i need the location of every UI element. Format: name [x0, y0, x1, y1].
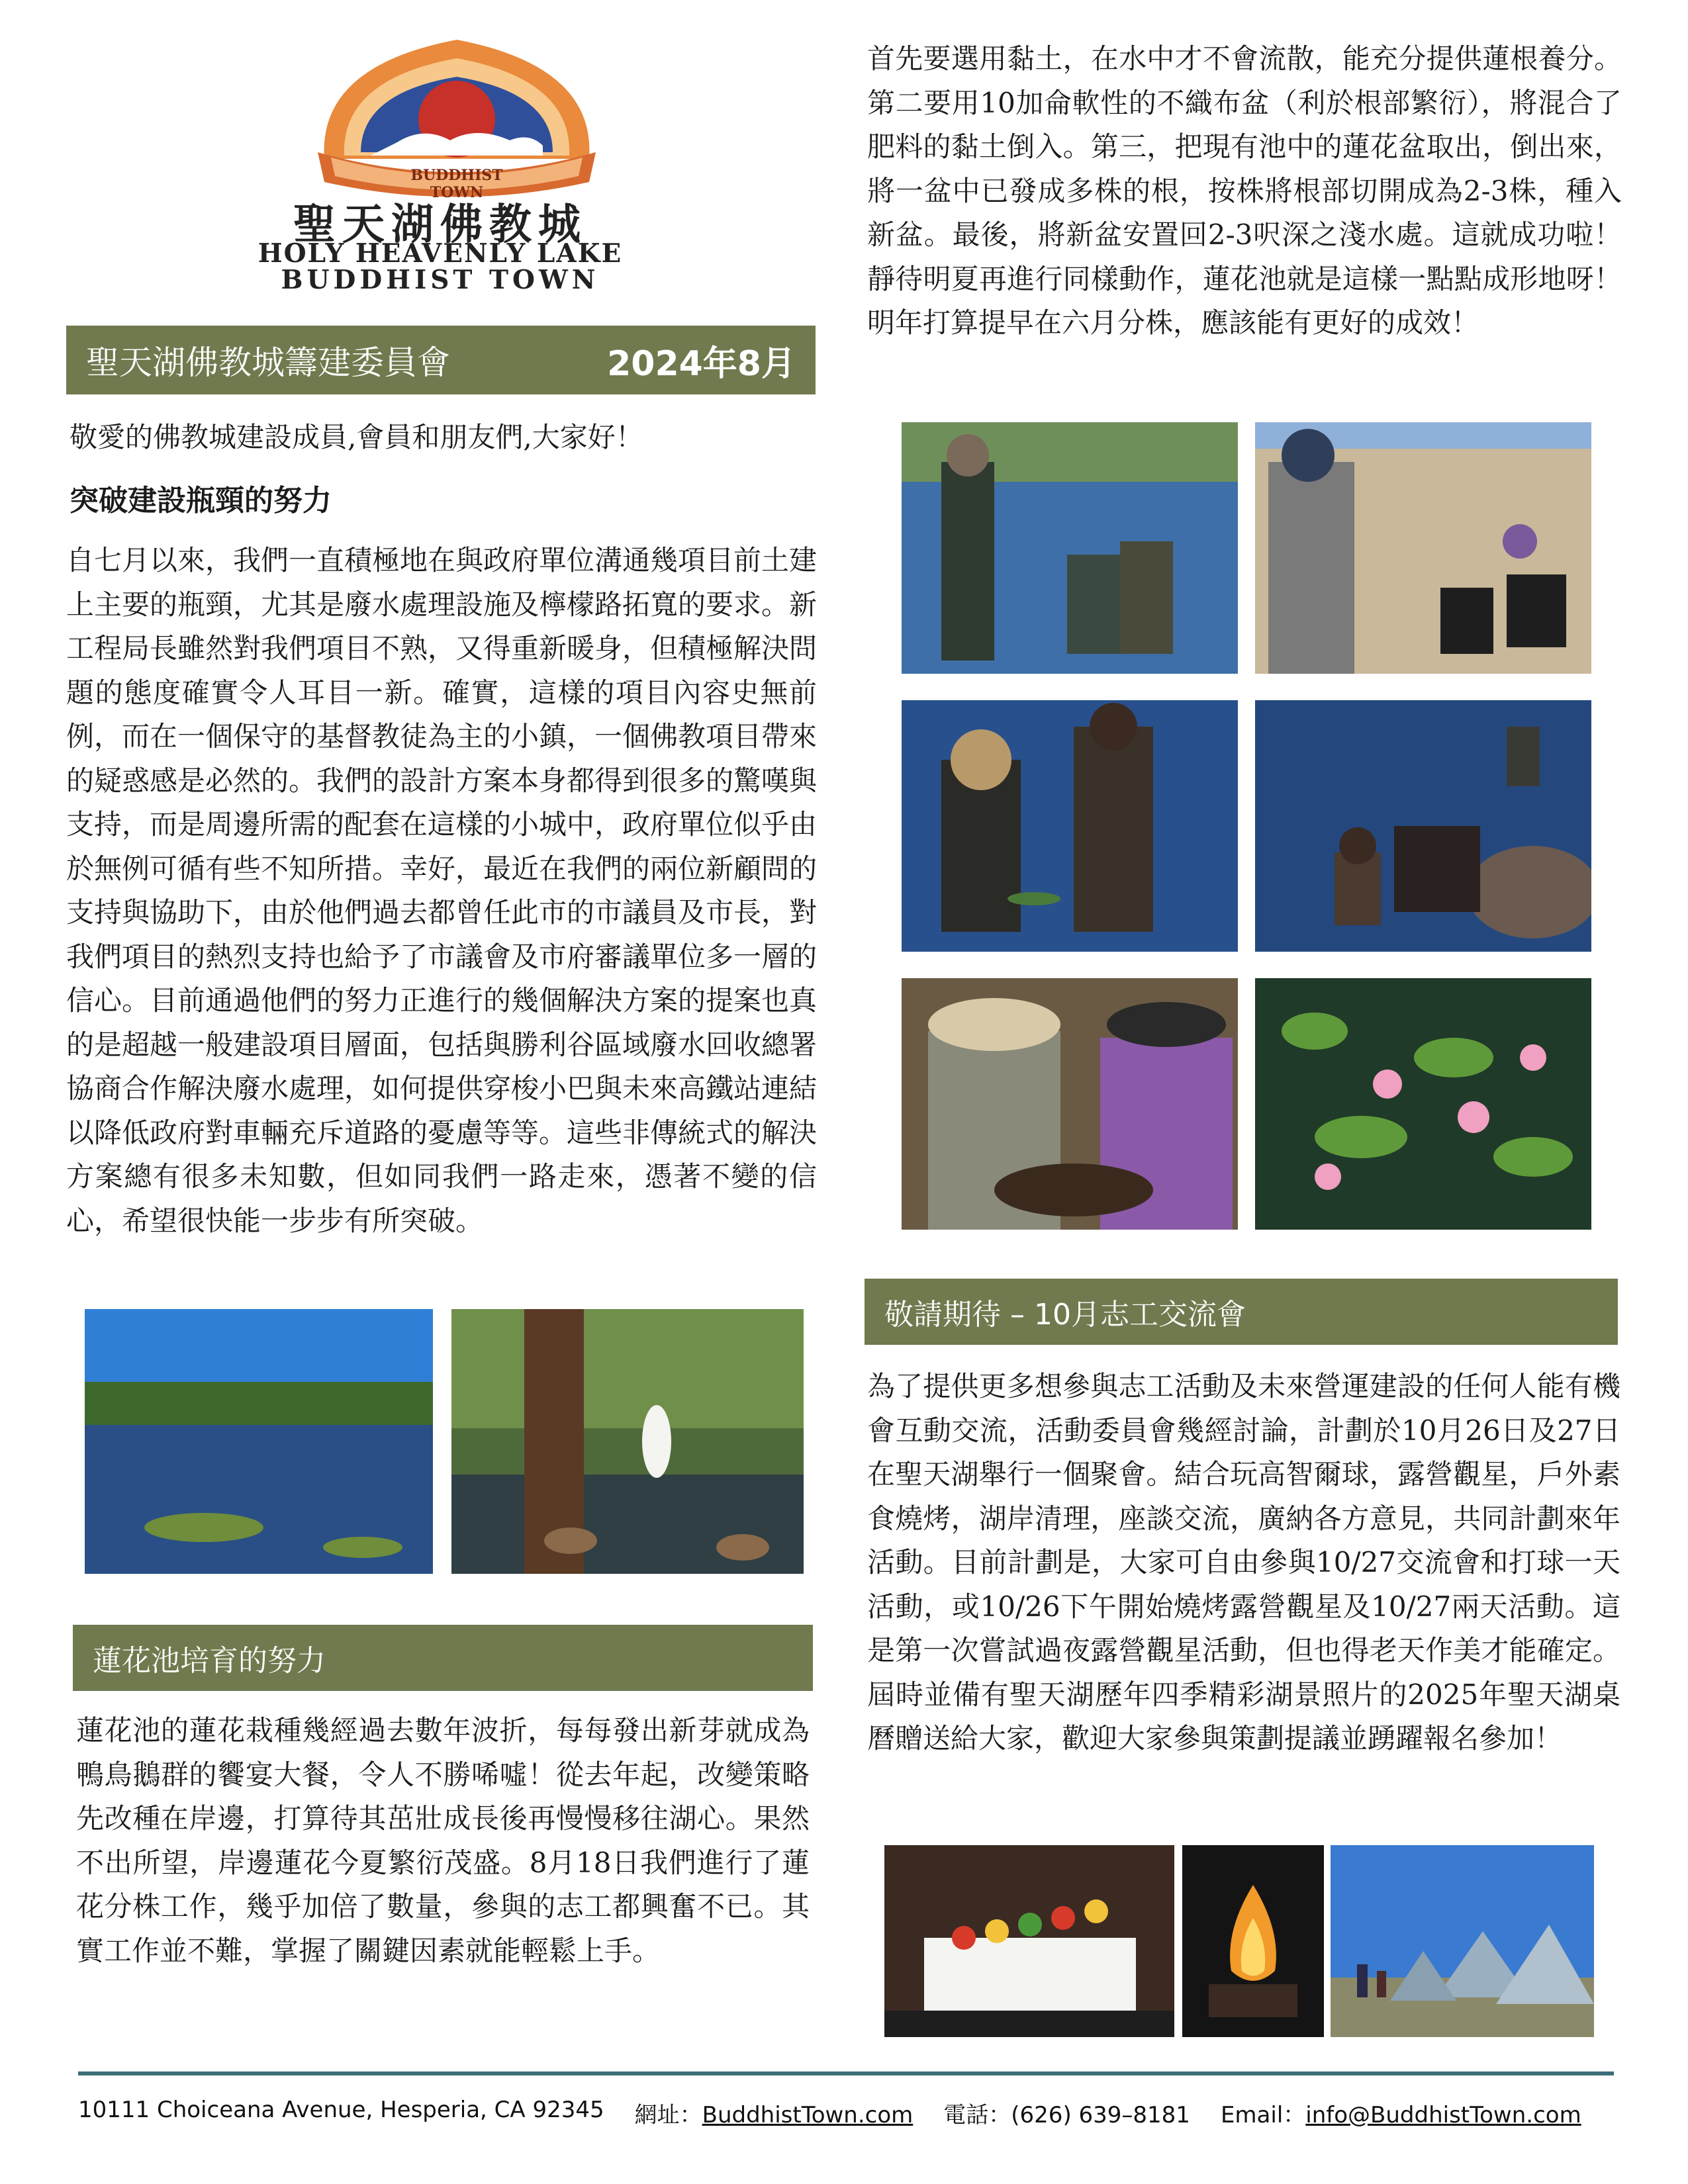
- section4-body: 為了提供更多想參與志工活動及未來營運建設的任何人能有機會互動交流，活動委員會幾經討論，計劃於10月26日及27日在聖天湖舉行一個聚會。結合玩高智爾球，露營觀星，戶外素食燒烤，湖岸清理，座談交流，廣納各方意見，共同計劃來年活動。目前計劃是，大家可自由參與10/27交流會和打球一天活動，或10/26下午開始燒烤露營觀星及10/27兩天活動。這是第一次嘗試過夜露營觀星活動，但也得老天作美才能確定。屆時並備有聖天湖歷年四季精彩湖景照片的2025年聖天湖桌曆贈送給大家，歡迎大家參與策劃提議並踴躍報名參加！: [867, 1370, 1620, 1754]
- footer-email-label: Email：: [1220, 2102, 1306, 2128]
- section1-body: 自七月以來，我們一直積極地在與政府單位溝通幾項目前土建上主要的瓶頸，尤其是廢水處理設施及檸檬路拓寬的要求。新工程局長雖然對我們項目不熟，又得重新暖身，但積極解決問題的態度確實令人耳目一新。確實，這樣的項目內容史無前例，而在一個保守的基督教徒為主的小鎮，一個佛教項目帶來的疑惑感是必然的。我們的設計方案本身都得到很多的驚嘆與支持，而是周邊所需的配套在這樣的小城中，政府單位似乎由於無例可循有些不知所措。幸好，最近在我們的兩位新顧問的支持與協助下，由於他們過去都曾任此市的市議員及市長，對我們項目的熱烈支持也給予了市議會及市府審議單位多一層的信心。目前通過他們的努力正進行的幾個解決方案的提案也真的是超越一般建設項目層面，包括與勝利谷區域廢水回收總署協商合作解決廢水處理，如何提供穿梭小巴與未來高鐵站連結以降低政府對車輛充斥道路的憂慮等等。這些非傳統式的解決方案總有很多未知數，但如同我們一路走來，憑著不變的信心，希望很快能一步步有所突破。: [66, 544, 818, 1237]
- vegetable-skewers-photo: [884, 1845, 1174, 2037]
- greeting: 敬愛的佛教城建設成員,會員和朋友們,大家好！: [70, 421, 643, 453]
- email-link[interactable]: info@BuddhistTown.com: [1305, 2102, 1581, 2128]
- volunteer-meetup-banner: [865, 1279, 1618, 1345]
- logo-english-line1: HOLY HEAVENLY LAKE: [258, 238, 623, 269]
- logo-english-line2: BUDDHIST TOWN: [281, 265, 600, 295]
- volunteer-photo-4: [1255, 700, 1591, 952]
- footer-address: 10111 Choiceana Avenue, Hesperia, CA 92345: [78, 2097, 604, 2123]
- section4-title: 敬請期待 – 10月志工交流會: [884, 1298, 1246, 1332]
- water-lilies-photo: [1255, 978, 1591, 1230]
- footer-website-label: 網址：: [634, 2102, 702, 2128]
- logo-ribbon-text: BUDDHIST TOWN: [410, 167, 503, 201]
- campfire-photo: [1182, 1845, 1324, 2037]
- egret-ducks-photo: [451, 1309, 804, 1574]
- section1-title: 突破建設瓶頸的努力: [70, 484, 332, 518]
- footer-rule: [78, 2071, 1614, 2075]
- volunteer-photo-5: [902, 978, 1238, 1230]
- footer-website: [635, 2097, 914, 2129]
- logo-chinese-name: 聖天湖佛教城: [293, 200, 587, 250]
- volunteer-photo-3: [902, 700, 1238, 952]
- section2-body: 蓮花池的蓮花栽種幾經過去數年波折，每每發出新芽就成為鴨鳥鵝群的饗宴大餐，令人不勝唏噓！從去年起，改變策略先改種在岸邊，打算待其茁壯成長後再慢慢移往湖心。果然不出所望，岸邊蓮花今夏繁衍茂盛。8月18日我們進行了蓮花分株工作，幾乎加倍了數量，參與的志工都興奮不已。其實工作並不難，掌握了關鍵因素就能輕鬆上手。: [76, 1714, 810, 1967]
- volunteer-photo-1: [902, 422, 1238, 674]
- footer-phone: [943, 2097, 1190, 2129]
- website-link[interactable]: BuddhistTown.com: [702, 2102, 914, 2128]
- section3-body: 首先要選用黏土，在水中才不會流散，能充分提供蓮根養分。第二要用10加侖軟性的不織布盆（利於根部繁衍），將混合了肥料的黏土倒入。第三，把現有池中的蓮花盆取出，倒出來，將一盆中已發成多株的根，按株將根部切開成為2-3株，種入新盆。最後，將新盆安置回2-3呎深之淺水處。這就成功啦！靜待明夏再進行同樣動作，蓮花池就是這樣一點點成形地呀！明年打算提早在六月分株，應該能有更好的成效！: [867, 42, 1622, 339]
- header-banner: [66, 326, 816, 394]
- phone-number: (626) 639–8181: [1011, 2102, 1190, 2128]
- footer-email: [1221, 2097, 1581, 2129]
- lotus-section-banner: [73, 1625, 813, 1691]
- header-date: 2024年8月: [607, 343, 796, 384]
- section2-title: 蓮花池培育的努力: [93, 1644, 326, 1678]
- header-title: 聖天湖佛教城籌建委員會: [86, 343, 450, 382]
- lake-photo: [85, 1309, 433, 1574]
- volunteer-photo-2: [1255, 422, 1591, 674]
- footer-phone-label: 電話：: [943, 2102, 1011, 2128]
- footer: [78, 2097, 1614, 2129]
- camping-tents-photo: [1331, 1845, 1594, 2037]
